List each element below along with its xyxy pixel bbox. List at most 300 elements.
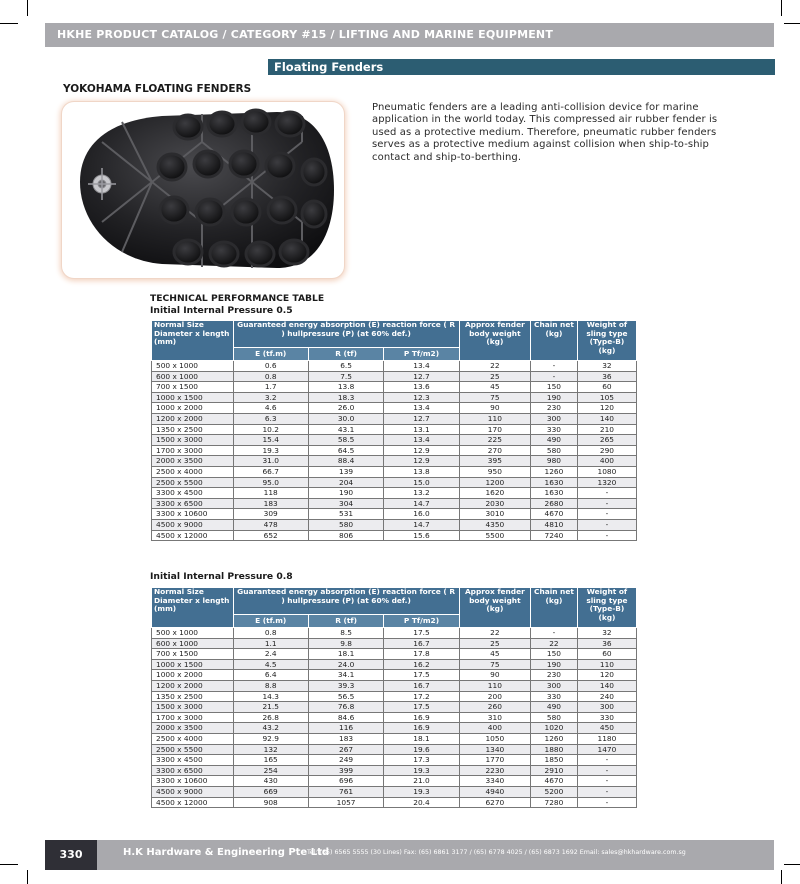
table-cell: 3300 x 4500 [152, 755, 234, 766]
table-cell: 190 [531, 392, 578, 403]
table-cell: 230 [531, 403, 578, 414]
table-cell: 150 [531, 382, 578, 393]
table-cell: 58.5 [308, 435, 383, 446]
table-row [152, 530, 637, 541]
col-sling-header: Weight of sling type (Type-B) (kg) [577, 588, 636, 628]
table-row [152, 670, 637, 681]
table-row [152, 509, 637, 520]
table-cell: 56.5 [308, 691, 383, 702]
table-cell: 240 [577, 691, 636, 702]
table-cell: 15.0 [384, 477, 459, 488]
table-cell: 0.8 [233, 371, 308, 382]
table-cell: 330 [577, 712, 636, 723]
table-cell: - [577, 786, 636, 797]
table-cell: - [531, 371, 578, 382]
table-cell: 4670 [531, 509, 578, 520]
table-cell: 400 [459, 723, 530, 734]
table-row [152, 723, 637, 734]
table-cell: 300 [577, 702, 636, 713]
table-cell: 4670 [531, 776, 578, 787]
crop-mark [781, 870, 782, 884]
table-cell: 170 [459, 424, 530, 435]
table-cell: 210 [577, 424, 636, 435]
table-cell: 4.6 [233, 403, 308, 414]
table-row [152, 638, 637, 649]
table-cell: 190 [308, 488, 383, 499]
table-cell: 430 [233, 776, 308, 787]
table-cell: 14.3 [233, 691, 308, 702]
table-cell: 13.4 [384, 361, 459, 372]
table-cell: 12.9 [384, 456, 459, 467]
table-cell: 64.5 [308, 445, 383, 456]
table-cell: 25 [459, 371, 530, 382]
table-cell: 2000 x 3500 [152, 723, 234, 734]
table-cell: 4500 x 12000 [152, 797, 234, 808]
table1-title: TECHNICAL PERFORMANCE TABLE [150, 293, 325, 304]
table-row [152, 691, 637, 702]
table-row [152, 797, 637, 808]
table-cell: 1470 [577, 744, 636, 755]
table-cell: 1850 [531, 755, 578, 766]
table-cell: 15.4 [233, 435, 308, 446]
table-cell: 132 [233, 744, 308, 755]
table-row [152, 712, 637, 723]
table-cell: 14.7 [384, 519, 459, 530]
table-cell: 1500 x 3000 [152, 435, 234, 446]
table-cell: - [577, 765, 636, 776]
table-cell: 3300 x 4500 [152, 488, 234, 499]
table-cell: 399 [308, 765, 383, 776]
table-cell: 88.4 [308, 456, 383, 467]
table-cell: 1000 x 1500 [152, 659, 234, 670]
table-cell: 8.5 [308, 628, 383, 639]
crop-mark [27, 870, 28, 884]
table-cell: 110 [459, 413, 530, 424]
table-cell: 1350 x 2500 [152, 691, 234, 702]
table-cell: 25 [459, 638, 530, 649]
table-cell: 309 [233, 509, 308, 520]
table-cell: 9.8 [308, 638, 383, 649]
table-cell: 18.1 [384, 733, 459, 744]
crop-mark [0, 23, 18, 24]
table-cell: 2500 x 4000 [152, 733, 234, 744]
table-row [152, 361, 637, 372]
table-cell: 12.3 [384, 392, 459, 403]
performance-table-2 [151, 587, 637, 808]
section-title-bar [268, 59, 775, 75]
table-cell: 290 [577, 445, 636, 456]
table-row [152, 744, 637, 755]
table-cell: 13.6 [384, 382, 459, 393]
table-row [152, 435, 637, 446]
col-size-header: Normal Size Diameter x length (mm) [152, 588, 234, 628]
table-cell: 330 [531, 424, 578, 435]
table-row [152, 382, 637, 393]
table-cell: 22 [459, 361, 530, 372]
table1-subheading: Initial Internal Pressure 0.5 [150, 305, 293, 316]
col-p-header: P Tf/m2) [384, 348, 459, 361]
table-cell: 490 [531, 435, 578, 446]
table-cell: 39.3 [308, 680, 383, 691]
col-energy-group-header: Guaranteed energy absorption (E) reaction force ( R ) hullpressure (P) (at 60% def.) [233, 588, 459, 615]
table-cell: 118 [233, 488, 308, 499]
table-row [152, 765, 637, 776]
table-cell: 32 [577, 628, 636, 639]
table-cell: 761 [308, 786, 383, 797]
table1-heading-group [150, 293, 324, 317]
table-cell: 18.3 [308, 392, 383, 403]
table-cell: 26.0 [308, 403, 383, 414]
table-cell: 1050 [459, 733, 530, 744]
col-e-header: E (tf.m) [233, 348, 308, 361]
table-cell: 13.8 [384, 466, 459, 477]
table-cell: 45 [459, 382, 530, 393]
table-cell: 204 [308, 477, 383, 488]
table-row [152, 392, 637, 403]
table-cell: - [577, 776, 636, 787]
col-r-header: R (tf) [308, 615, 383, 628]
table-cell: - [577, 797, 636, 808]
table-cell: 5500 [459, 530, 530, 541]
table-cell: 2500 x 5500 [152, 744, 234, 755]
table-cell: 7.5 [308, 371, 383, 382]
table-cell: 120 [577, 403, 636, 414]
table-cell: 19.3 [384, 765, 459, 776]
table-cell: 165 [233, 755, 308, 766]
crop-mark [0, 864, 18, 865]
col-energy-group-header: Guaranteed energy absorption (E) reaction force ( R ) hullpressure (P) (at 60% def.) [233, 321, 459, 348]
table-cell: 17.2 [384, 691, 459, 702]
table-cell: 4500 x 9000 [152, 519, 234, 530]
col-p-header: P Tf/m2) [384, 615, 459, 628]
table-cell: 16.7 [384, 638, 459, 649]
table-cell: 76.8 [308, 702, 383, 713]
table-cell: 700 x 1500 [152, 649, 234, 660]
table-cell: 18.1 [308, 649, 383, 660]
crop-mark [781, 0, 782, 16]
table-cell: 4500 x 12000 [152, 530, 234, 541]
table-cell: 190 [531, 659, 578, 670]
table-cell: 270 [459, 445, 530, 456]
table-cell: 4500 x 9000 [152, 786, 234, 797]
table-cell: 95.0 [233, 477, 308, 488]
table-row [152, 659, 637, 670]
table-cell: 652 [233, 530, 308, 541]
table-cell: 265 [577, 435, 636, 446]
table-cell: 140 [577, 680, 636, 691]
table-cell: 139 [308, 466, 383, 477]
table-cell: 0.6 [233, 361, 308, 372]
table-cell: 17.5 [384, 702, 459, 713]
table-cell: 19.3 [233, 445, 308, 456]
table-row [152, 733, 637, 744]
table-cell: 13.4 [384, 403, 459, 414]
table-cell: 150 [531, 649, 578, 660]
table-cell: 26.8 [233, 712, 308, 723]
table-cell: 13.4 [384, 435, 459, 446]
contact-info: Tel: (65) 6565 5555 (30 Lines) Fax: (65) 6861 3177 / (65) 6778 4025 / (65) 6873 1692 Email: sales@hkhardware.com.sg [307, 849, 686, 856]
table-cell: 17.3 [384, 755, 459, 766]
table-cell: 580 [531, 445, 578, 456]
table-row [152, 680, 637, 691]
table-cell: 4350 [459, 519, 530, 530]
table-cell: 32 [577, 361, 636, 372]
table-cell: 500 x 1000 [152, 361, 234, 372]
col-e-header: E (tf.m) [233, 615, 308, 628]
table-cell: 7280 [531, 797, 578, 808]
table-cell: 2230 [459, 765, 530, 776]
table-cell: 580 [308, 519, 383, 530]
table-cell: 310 [459, 712, 530, 723]
table-cell: 1200 x 2000 [152, 680, 234, 691]
col-size-header: Normal Size Diameter x length (mm) [152, 321, 234, 361]
table-row [152, 445, 637, 456]
table-cell: 260 [459, 702, 530, 713]
table-row [152, 776, 637, 787]
table-cell: 6.5 [308, 361, 383, 372]
col-weight-header: Approx fender body weight (kg) [459, 588, 530, 628]
table-cell: 3010 [459, 509, 530, 520]
table-row [152, 371, 637, 382]
table-cell: 13.8 [308, 382, 383, 393]
table-cell: 60 [577, 382, 636, 393]
table-cell: 696 [308, 776, 383, 787]
table-cell: - [531, 628, 578, 639]
table-cell: 300 [531, 413, 578, 424]
table-cell: 3.2 [233, 392, 308, 403]
table-cell: 1340 [459, 744, 530, 755]
table-cell: 531 [308, 509, 383, 520]
table-cell: 19.6 [384, 744, 459, 755]
table-row [152, 702, 637, 713]
table-cell: - [577, 755, 636, 766]
page-number: 330 [45, 840, 97, 870]
table-cell: 1260 [531, 733, 578, 744]
table-cell: 16.9 [384, 712, 459, 723]
catalog-header-band [45, 23, 774, 47]
table-cell: 116 [308, 723, 383, 734]
table-cell: 400 [577, 456, 636, 467]
table-cell: 4940 [459, 786, 530, 797]
table-cell: 806 [308, 530, 383, 541]
table-cell: 6.4 [233, 670, 308, 681]
table-row [152, 488, 637, 499]
table-cell: 225 [459, 435, 530, 446]
table-cell: 2030 [459, 498, 530, 509]
col-sling-header: Weight of sling type (Type-B) (kg) [577, 321, 636, 361]
table-cell: 21.5 [233, 702, 308, 713]
table-cell: 980 [531, 456, 578, 467]
table-cell: 600 x 1000 [152, 371, 234, 382]
table-cell: 1500 x 3000 [152, 702, 234, 713]
crop-mark [784, 864, 800, 865]
table-cell: 92.9 [233, 733, 308, 744]
table-cell: 1020 [531, 723, 578, 734]
table-cell: 254 [233, 765, 308, 776]
col-chain-header: Chain net (kg) [531, 321, 578, 361]
table-cell: 3300 x 10600 [152, 509, 234, 520]
table-cell: 500 x 1000 [152, 628, 234, 639]
table-cell: 140 [577, 413, 636, 424]
table-cell: 90 [459, 403, 530, 414]
table-cell: 12.7 [384, 413, 459, 424]
table-row [152, 477, 637, 488]
table-cell: 24.0 [308, 659, 383, 670]
table-cell: 2000 x 3500 [152, 456, 234, 467]
table-cell: 17.8 [384, 649, 459, 660]
table-cell: 1.1 [233, 638, 308, 649]
table-cell: 330 [531, 691, 578, 702]
table-cell: - [577, 498, 636, 509]
table-cell: 16.0 [384, 509, 459, 520]
table-row [152, 403, 637, 414]
table-cell: 267 [308, 744, 383, 755]
table-cell: 669 [233, 786, 308, 797]
table-cell: - [531, 361, 578, 372]
table-cell: 110 [577, 659, 636, 670]
table-cell: 2680 [531, 498, 578, 509]
table2-subheading: Initial Internal Pressure 0.8 [150, 571, 293, 582]
table-row [152, 755, 637, 766]
table-row [152, 786, 637, 797]
table-cell: 8.8 [233, 680, 308, 691]
table-cell: 1080 [577, 466, 636, 477]
table-cell: 908 [233, 797, 308, 808]
table-row [152, 649, 637, 660]
table-cell: 1200 x 2000 [152, 413, 234, 424]
table-cell: 300 [531, 680, 578, 691]
table-cell: 7240 [531, 530, 578, 541]
table-cell: 12.9 [384, 445, 459, 456]
col-r-header: R (tf) [308, 348, 383, 361]
table-cell: 22 [531, 638, 578, 649]
performance-table-1 [151, 320, 637, 541]
table-cell: 66.7 [233, 466, 308, 477]
table-cell: 1880 [531, 744, 578, 755]
table-cell: - [577, 519, 636, 530]
product-description: Pneumatic fenders are a leading anti-collision device for marine application in the world today. This compressed air rubber fender is used as a protective medium. Therefore, pneumatic rubber fenders serves as a protective medium against collision when ship-to-ship contact and ship-to-berthing. [372, 102, 718, 163]
page-footer [45, 840, 774, 870]
table-cell: 19.3 [384, 786, 459, 797]
table-cell: 1630 [531, 488, 578, 499]
company-name: H.K Hardware & Engineering Pte Ltd [123, 847, 330, 858]
table-cell: 36 [577, 638, 636, 649]
table-cell: 5200 [531, 786, 578, 797]
table-cell: 183 [308, 733, 383, 744]
col-weight-header: Approx fender body weight (kg) [459, 321, 530, 361]
crop-mark [27, 0, 28, 16]
table-row [152, 628, 637, 639]
table-cell: 6270 [459, 797, 530, 808]
table-cell: 16.9 [384, 723, 459, 734]
table-cell: 31.0 [233, 456, 308, 467]
table-cell: 110 [459, 680, 530, 691]
table-cell: 17.5 [384, 628, 459, 639]
table-cell: 15.6 [384, 530, 459, 541]
table-cell: 950 [459, 466, 530, 477]
crop-mark [784, 23, 800, 24]
table-cell: 6.3 [233, 413, 308, 424]
table-cell: - [577, 488, 636, 499]
table-cell: 1000 x 2000 [152, 670, 234, 681]
table-cell: 3340 [459, 776, 530, 787]
table-cell: - [577, 530, 636, 541]
table-cell: 700 x 1500 [152, 382, 234, 393]
table-cell: 3300 x 6500 [152, 498, 234, 509]
table-cell: 45 [459, 649, 530, 660]
table-cell: 304 [308, 498, 383, 509]
table-cell: 1180 [577, 733, 636, 744]
table-cell: 21.0 [384, 776, 459, 787]
table-cell: 20.4 [384, 797, 459, 808]
table-cell: 1620 [459, 488, 530, 499]
table-cell: 36 [577, 371, 636, 382]
table-row [152, 498, 637, 509]
table-cell: 4810 [531, 519, 578, 530]
table-cell: 600 x 1000 [152, 638, 234, 649]
table-cell: 1630 [531, 477, 578, 488]
table-row [152, 424, 637, 435]
table-cell: 1000 x 1500 [152, 392, 234, 403]
table-cell: 12.7 [384, 371, 459, 382]
table-row [152, 466, 637, 477]
table-cell: 1770 [459, 755, 530, 766]
table-cell: 30.0 [308, 413, 383, 424]
table-cell: 0.8 [233, 628, 308, 639]
table-row [152, 413, 637, 424]
table-cell: 13.2 [384, 488, 459, 499]
table-cell: 2.4 [233, 649, 308, 660]
table-cell: 395 [459, 456, 530, 467]
table-cell: 16.7 [384, 680, 459, 691]
table-cell: 183 [233, 498, 308, 509]
table-cell: 14.7 [384, 498, 459, 509]
table-cell: 75 [459, 659, 530, 670]
table-cell: 16.2 [384, 659, 459, 670]
table-cell: 22 [459, 628, 530, 639]
col-chain-header: Chain net (kg) [531, 588, 578, 628]
table-cell: 249 [308, 755, 383, 766]
table-cell: 2910 [531, 765, 578, 776]
table-cell: 84.6 [308, 712, 383, 723]
table-cell: 1200 [459, 477, 530, 488]
table-cell: 1000 x 2000 [152, 403, 234, 414]
table-row [152, 456, 637, 467]
table-cell: 490 [531, 702, 578, 713]
table-cell: 1350 x 2500 [152, 424, 234, 435]
table-cell: 34.1 [308, 670, 383, 681]
table-cell: 1260 [531, 466, 578, 477]
table-cell: 4.5 [233, 659, 308, 670]
table-cell: 1.7 [233, 382, 308, 393]
table-cell: 1057 [308, 797, 383, 808]
pneumatic-fender-illustration [62, 102, 344, 278]
table-cell: 3300 x 6500 [152, 765, 234, 776]
fender-photo [62, 102, 344, 278]
table-cell: - [577, 509, 636, 520]
table-cell: 1700 x 3000 [152, 445, 234, 456]
section-title: Floating Fenders [274, 60, 384, 74]
table-cell: 43.2 [233, 723, 308, 734]
table-cell: 60 [577, 649, 636, 660]
table-cell: 200 [459, 691, 530, 702]
table-cell: 10.2 [233, 424, 308, 435]
table-cell: 120 [577, 670, 636, 681]
table-cell: 43.1 [308, 424, 383, 435]
table-cell: 1700 x 3000 [152, 712, 234, 723]
table-cell: 478 [233, 519, 308, 530]
table-cell: 580 [531, 712, 578, 723]
